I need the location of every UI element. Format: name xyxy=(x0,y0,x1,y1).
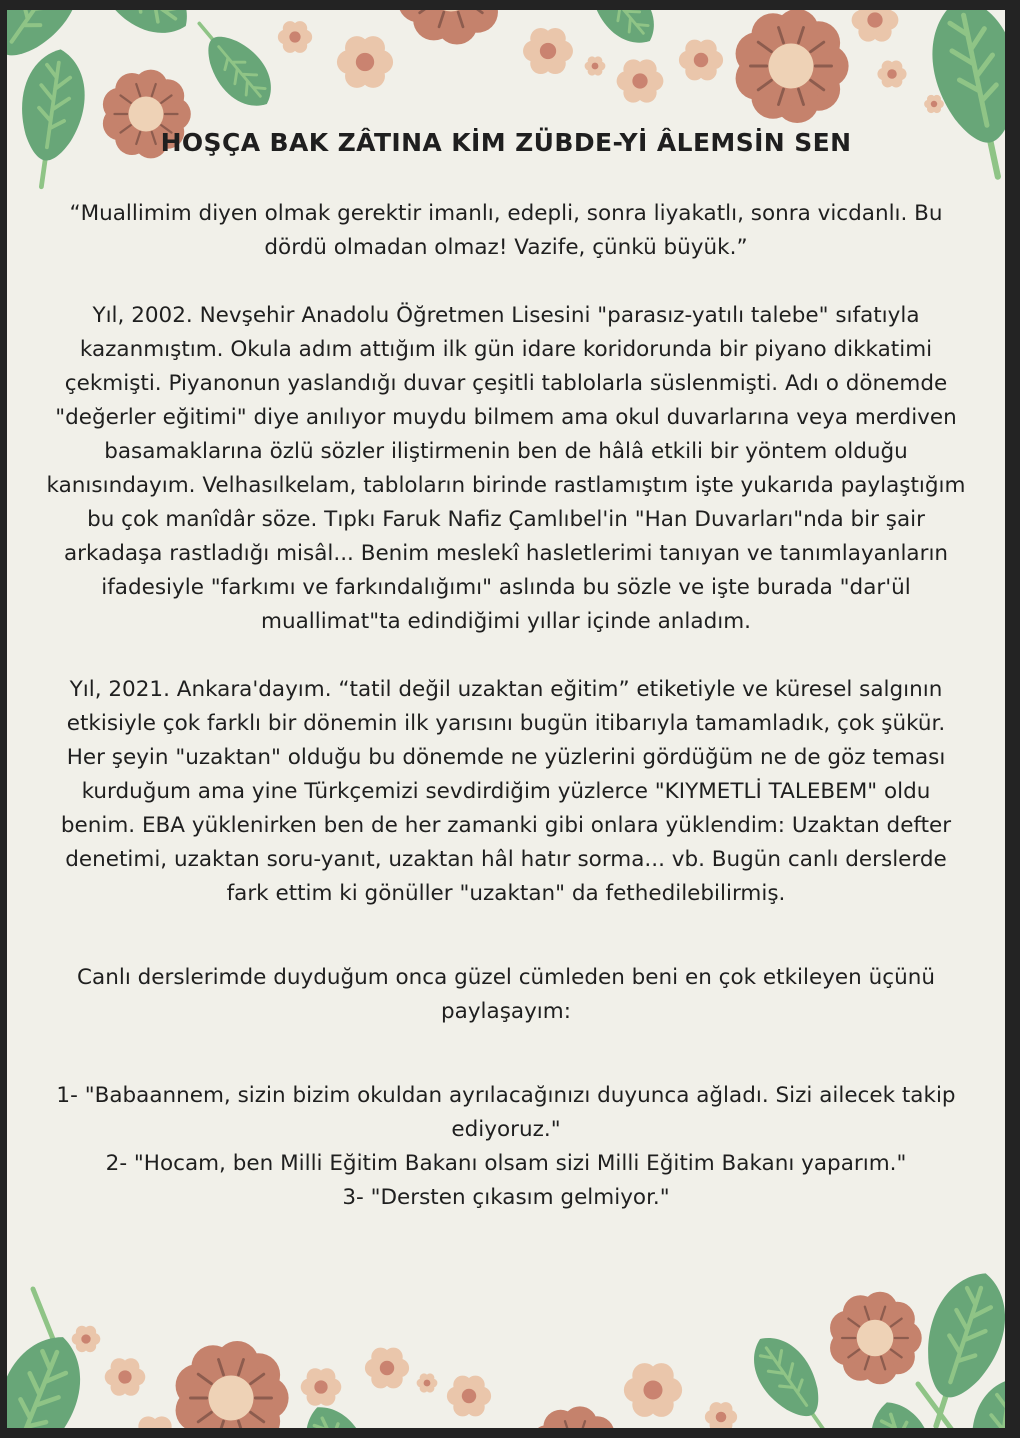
list-item: 3- "Dersten çıkasım gelmiyor." xyxy=(342,1185,670,1210)
epigraph-quote: “Muallimim diyen olmak gerektir imanlı, edepli, sonra liyakatlı, sonra vicdanlı. Bu dördü olmadan olmaz! Vazife, çünkü büyük.” xyxy=(69,201,943,260)
document-content xyxy=(7,10,1005,1428)
quotes-list xyxy=(45,1079,967,1215)
list-item: 1- "Babaannem, sizin bizim okuldan ayrılacağınızı duyunca ağladı. Sizi ailecek takip ediyoruz." xyxy=(56,1083,956,1142)
paragraph-list-intro: Canlı derslerimde duyduğum onca güzel cümleden beni en çok etkileyen üçünü paylaşayım: xyxy=(77,965,935,1024)
page-title: HOŞÇA BAK ZÂTINA KİM ZÜBDE-Yİ ÂLEMSİN SEN xyxy=(160,128,852,157)
list-item: 2- "Hocam, ben Milli Eğitim Bakanı olsam sizi Milli Eğitim Bakanı yaparım." xyxy=(105,1151,907,1176)
paragraph-year-2021: Yıl, 2021. Ankara'dayım. “tatil değil uzaktan eğitim” etiketiyle ve küresel salgının etkisiyle çok farklı bir dönemin ilk yarısını bugün itibarıyla tamamladık, çok şükür. Her şeyin "uzaktan" olduğu bu dönemde ne yüzlerini gördüğüm ne de göz teması kurduğum ama yine Türkçemizi sevdirdiğim yüzlerce "KIYMETLİ TALEBEM" oldu benim. EBA yüklenirken ben de her zamanki gibi onlara yüklendim: Uzaktan defter denetimi, uzaktan soru-yanıt, uzaktan hâl hatır sorma... vb. Bugün canlı derslerde fark ettim ki gönüller "uzaktan" da fethedilebilirmiş. xyxy=(60,677,952,906)
paragraph-year-2002: Yıl, 2002. Nevşehir Anadolu Öğretmen Lisesini "parasız-yatılı talebe" sıfatıyla kazanmıştım. Okula adım attığım ilk gün idare koridorunda bir piyano dikkatimi çekmişti. Piyanonun yaslandığı duvar çeşitli tablolarla süslenmişti. Adı o dönemde "değerler eğitimi" diye anılıyor muydu bilmem ama okul duvarlarına veya merdiven basamaklarına özlü sözler iliştirmenin ben de hâlâ etkili bir yöntem olduğu kanısındayım. Velhasılkelam, tabloların birinde rastlamıştım işte yukarıda paylaştığım bu çok manîdâr söze. Tıpkı Faruk Nafiz Çamlıbel'in "Han Duvarları"nda bir şair arkadaşa rastladığı misâl... Benim meslekî hasletlerimi tanıyan ve tanımlayanların ifadesiyle "farkımı ve farkındalığımı" aslında bu sözle ve işte burada "dar'ül muallimat"ta edindiğimi yıllar içinde anladım. xyxy=(46,303,966,634)
document-page xyxy=(7,10,1005,1428)
